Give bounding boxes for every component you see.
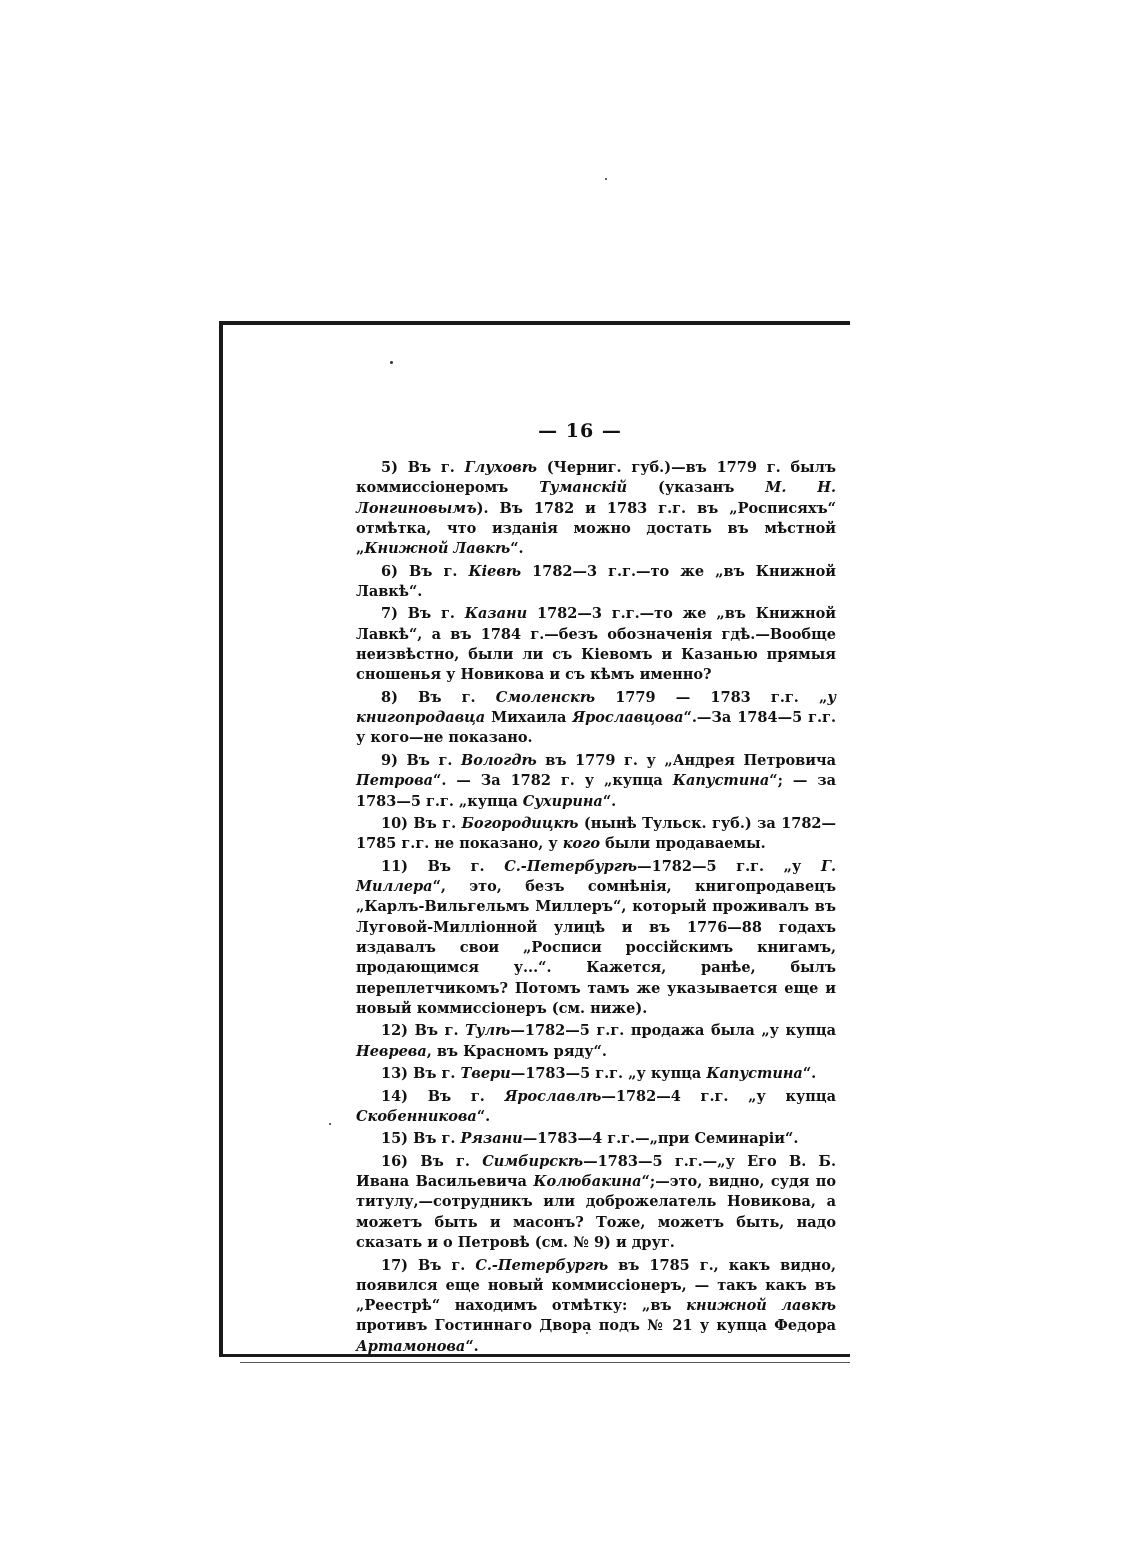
text-run: противъ Гостиннаго Двора подъ № 21 у купца Федора <box>356 1317 836 1335</box>
entry-paragraph <box>356 857 836 1019</box>
italic-run: С.-Петербургѣ <box>504 857 638 875</box>
text-run: (нынѣ Тульск. губ.) за 1782—1785 г.г. не показано, у <box>356 814 837 853</box>
italic-run: Неврева <box>356 1042 427 1060</box>
text-run: —1783—5 г.г. „у купца <box>510 1065 707 1083</box>
italic-run: Кіевѣ <box>468 562 522 580</box>
text-run: 17) Въ г. <box>381 1256 476 1274</box>
italic-run: Капустина <box>706 1065 803 1083</box>
text-run: “; — за 1783—5 г.г. „купца <box>356 772 836 810</box>
italic-run: Ярославлѣ <box>504 1087 602 1105</box>
text-run: “. — За 1782 г. у „купца <box>433 772 673 790</box>
text-run: въ 1785 г., какъ видно, появился еще новый коммиссіонеръ, — такъ какъ въ „Реестрѣ“ находимъ отмѣтку: „въ <box>356 1256 836 1315</box>
italic-run: Вологдѣ <box>461 751 537 769</box>
entry-paragraph <box>356 1087 836 1128</box>
italic-run: Твери <box>460 1065 511 1083</box>
print-speck <box>390 361 393 364</box>
text-run: “. <box>802 1065 817 1083</box>
entry-paragraph <box>356 814 836 855</box>
text-run: “. <box>602 792 617 810</box>
text-run: , въ Красномъ ряду“. <box>426 1042 607 1060</box>
text-run: “, это, безъ сомнѣнія, книгопродавецъ „Карлъ-Вильгельмъ Миллеръ“, который проживалъ въ Луговой-Милліонной улицѣ и въ 1776—88 годахъ издавалъ свои „Росписи россійскимъ книгамъ, продающимся у...“. Кажется, ранѣе, былъ переплетчикомъ? Потомъ тамъ же указывается еще и новый коммиссіонеръ (см. ниже). <box>356 878 836 1017</box>
text-run: “. <box>510 540 524 558</box>
page-frame-top-rule <box>219 321 850 325</box>
print-speck <box>329 1123 331 1125</box>
italic-run: Глуховѣ <box>464 459 537 476</box>
text-run: ). Въ 1782 и 1783 г.г. въ „Росписяхъ“ отмѣтка, что изданія можно достать въ мѣстной „ <box>356 499 836 558</box>
entry-paragraph <box>356 562 836 603</box>
text-run: 11) Въ г. <box>381 857 505 875</box>
italic-run: Капустина <box>672 772 770 790</box>
text-run: 13) Въ г. <box>381 1065 461 1083</box>
text-run: 14) Въ г. <box>381 1087 505 1105</box>
text-run: 1782—3 г.г.—то же „въ Книжной Лавкѣ“. <box>356 562 837 600</box>
entry-paragraph <box>356 1256 836 1357</box>
text-run: 12) Въ г. <box>381 1022 466 1040</box>
text-run: въ 1779 г. у „Андрея Петровича <box>536 751 836 769</box>
entry-paragraph <box>356 1064 836 1084</box>
text-run: (Черниг. губ.)—въ 1779 г. былъ коммиссіонеромъ <box>356 459 837 497</box>
text-run: 1779 — 1783 г.г. „ <box>595 688 828 706</box>
page-frame-bottom-thin-rule <box>240 1362 850 1363</box>
text-run: —1782—5 г.г. „у <box>637 857 821 875</box>
entry-paragraph <box>356 751 836 812</box>
text-run: 16) Въ г. <box>381 1152 483 1170</box>
text-run: 5) Въ г. <box>381 459 465 476</box>
italic-run: Казани <box>464 605 528 623</box>
page-frame-left-rule <box>219 321 223 1356</box>
entry-paragraph <box>356 604 836 685</box>
italic-run: М. Н. Лонгиновымъ <box>356 479 836 517</box>
text-run: “.—За 1784—5 г.г. у кого—не показано. <box>356 709 836 747</box>
body-text <box>356 458 836 1359</box>
text-run: —1782—5 г.г. продажа была „у купца <box>510 1022 837 1040</box>
italic-run: Рязани <box>460 1130 523 1148</box>
italic-run: Петрова <box>356 772 433 790</box>
text-run: “;—это, видно, судя по титулу,—сотрудникъ или доброжелатель Новикова, а можетъ быть и масонъ? Тоже, можетъ быть, надо сказать и о Петровѣ (см. № 9) и друг. <box>356 1173 837 1252</box>
text-run: 9) Въ г. <box>381 751 462 769</box>
entry-paragraph <box>356 1021 836 1062</box>
print-speck <box>605 178 607 180</box>
italic-run: Тулѣ <box>465 1022 511 1040</box>
italic-run: кого <box>562 835 601 853</box>
italic-run: Г. Миллера <box>356 857 836 896</box>
entry-paragraph <box>356 1129 836 1149</box>
text-run: —1783—5 г.г.—„у Его В. Б. Ивана Васильевича <box>356 1152 837 1191</box>
page-number: — 16 — <box>538 420 622 442</box>
text-run: были продаваемы. <box>600 835 766 853</box>
entry-paragraph <box>356 688 836 749</box>
entry-paragraph <box>356 458 836 559</box>
italic-run: Богородицкѣ <box>461 814 579 832</box>
italic-run: Колюбакина <box>533 1173 642 1191</box>
italic-run: Артамонова <box>356 1337 466 1355</box>
text-run: —1782—4 г.г. „у купца <box>601 1087 836 1105</box>
text-run: 10) Въ г. <box>381 814 462 832</box>
italic-run: Ярославцова <box>572 709 684 727</box>
text-run: (указанъ <box>627 479 766 497</box>
italic-run: Симбирскѣ <box>482 1152 584 1170</box>
text-run: 1782—3 г.г.—то же „въ Книжной Лавкѣ“, а въ 1784 г.—безъ обозначенія гдѣ.—Вообще неизвѣстно, были ли съ Кіевомъ и Казанью прямыя сношенья у Новикова и съ кѣмъ именно? <box>356 605 836 684</box>
italic-run: у книгопродавца <box>356 688 836 727</box>
italic-run: книжной лавкѣ <box>686 1297 836 1315</box>
text-run: 7) Въ г. <box>381 605 465 623</box>
italic-run: Сухирина <box>522 792 603 810</box>
italic-run: Скобенникова <box>356 1107 477 1125</box>
italic-run: Туманскій <box>539 479 628 497</box>
text-run: Михаила <box>485 709 573 727</box>
text-run: “. <box>476 1107 491 1125</box>
text-run: —1783—4 г.г.—„при Семинаріи“. <box>522 1130 799 1148</box>
text-run: 6) Въ г. <box>381 562 469 580</box>
text-run: “. <box>465 1337 479 1355</box>
text-run: 8) Въ г. <box>381 688 496 706</box>
italic-run: С.-Петербургѣ <box>475 1256 609 1274</box>
italic-run: Книжной Лавкѣ <box>364 540 511 558</box>
italic-run: Смоленскѣ <box>495 688 596 706</box>
entry-paragraph <box>356 1152 836 1253</box>
text-run: 15) Въ г. <box>381 1130 461 1148</box>
